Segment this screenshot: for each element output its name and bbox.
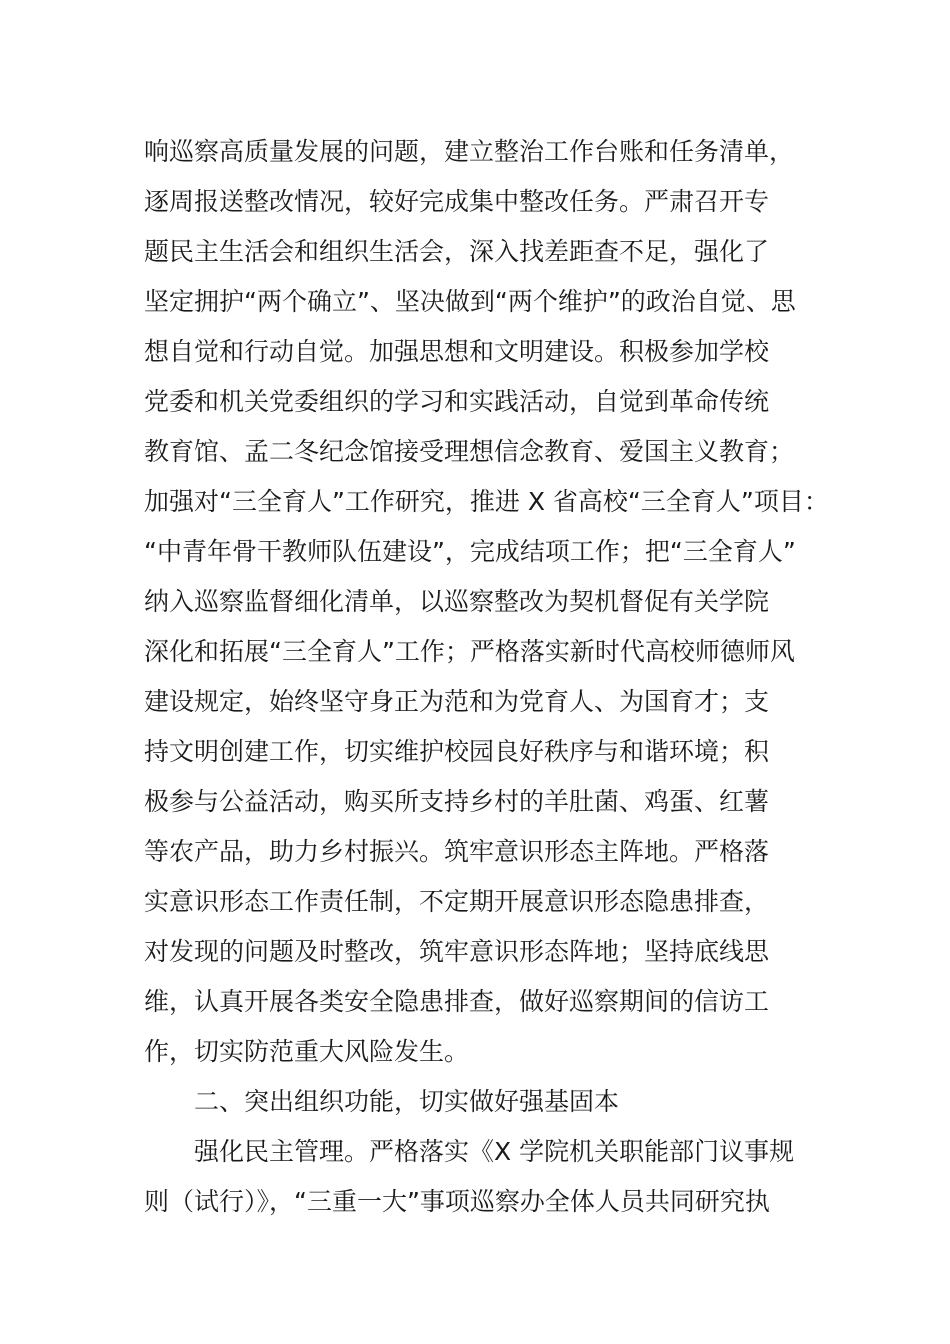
text-line: 深化和拓展“三全育人”工作；严格落实新时代高校师德师风 xyxy=(144,637,795,666)
text-line: 则（试行）》，“三重一大”事项巡察办全体人员共同研究执 xyxy=(144,1187,770,1216)
body-text xyxy=(144,127,829,1227)
text-line: 教育馆、孟二冬纪念馆接受理想信念教育、爱国主义教育； xyxy=(144,437,795,466)
text-line: 想自觉和行动自觉。加强思想和文明建设。积极参加学校 xyxy=(144,337,770,366)
text-line: 题民主生活会和组织生活会，深入找差距查不足，强化了 xyxy=(144,237,770,266)
text-line: 等农产品，助力乡村振兴。筑牢意识形态主阵地。严格落 xyxy=(144,837,770,866)
section-heading: 二、突出组织功能，切实做好强基固本 xyxy=(194,1087,620,1116)
text-line: 对发现的问题及时整改，筑牢意识形态阵地；坚持底线思 xyxy=(144,937,770,966)
text-line: 建设规定，始终坚守身正为范和为党育人、为国育才；支 xyxy=(144,687,770,716)
text-line: 响巡察高质量发展的问题，建立整治工作台账和任务清单， xyxy=(144,137,795,166)
text-line: 持文明创建工作，切实维护校园良好秩序与和谐环境；积 xyxy=(144,737,770,766)
text-line: 极参与公益活动，购买所支持乡村的羊肚菌、鸡蛋、红薯 xyxy=(144,787,770,816)
text-line: 作，切实防范重大风险发生。 xyxy=(144,1037,470,1066)
text-line: 党委和机关党委组织的学习和实践活动，自觉到革命传统 xyxy=(144,387,770,416)
text-line: “中青年骨干教师队伍建设”，完成结项工作；把“三全育人” xyxy=(144,537,796,566)
text-line: 纳入巡察监督细化清单，以巡察整改为契机督促有关学院 xyxy=(144,587,770,616)
text-line: 实意识形态工作责任制，不定期开展意识形态隐患排查， xyxy=(144,887,770,916)
text-line: 强化民主管理。严格落实《X 学院机关职能部门议事规 xyxy=(194,1137,795,1166)
text-line: 加强对“三全育人”工作研究，推进 X 省高校“三全育人”项目： xyxy=(144,487,829,516)
text-line: 逐周报送整改情况，较好完成集中整改任务。严肃召开专 xyxy=(144,187,770,216)
text-line: 维，认真开展各类安全隐患排查，做好巡察期间的信访工 xyxy=(144,987,770,1016)
text-line: 坚定拥护“两个确立”、坚决做到“两个维护”的政治自觉、思 xyxy=(144,287,796,316)
